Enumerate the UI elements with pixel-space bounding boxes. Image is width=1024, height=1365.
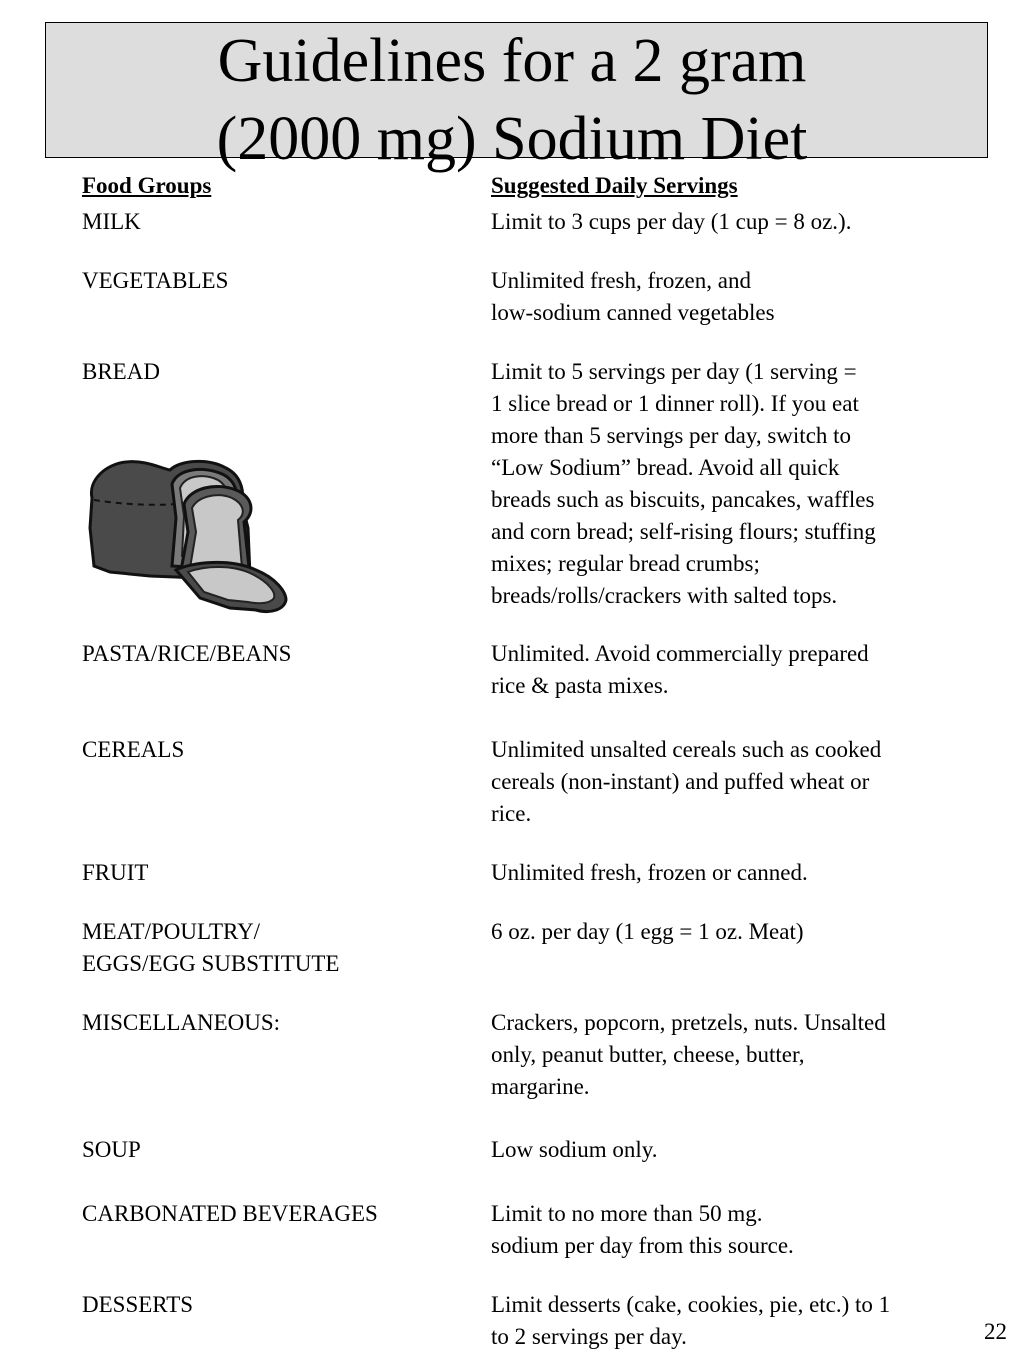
food-group: FRUIT [82,860,149,885]
serving-text: low-sodium canned vegetables [491,300,775,325]
food-group: SOUP [82,1137,141,1162]
serving-text: Limit to 3 cups per day (1 cup = 8 oz.). [491,209,852,234]
food-group: CEREALS [82,737,185,762]
serving-text: Unlimited unsalted cereals such as cooked [491,737,882,762]
serving-text: and corn bread; self-rising flours; stuffing [491,519,876,544]
serving-text: Unlimited fresh, frozen, and [491,268,751,293]
food-group: VEGETABLES [82,268,229,293]
serving-text: breads/rolls/crackers with salted tops. [491,583,838,608]
bread-loaf-icon [80,458,292,616]
serving-text: more than 5 servings per day, switch to [491,423,852,448]
title-line-2: (2000 mg) Sodium Diet [216,105,808,173]
food-group: MISCELLANEOUS: [82,1010,281,1035]
page-number: 22 [984,1319,1007,1344]
serving-text: Limit to no more than 50 mg. [491,1201,763,1226]
serving-text: breads such as biscuits, pancakes, waffles [491,487,875,512]
food-group: CARBONATED BEVERAGES [82,1201,378,1226]
serving-text: 1 slice bread or 1 dinner roll). If you eat [491,391,859,416]
serving-text: to 2 servings per day. [491,1324,687,1349]
title-line-1: Guidelines for a 2 gram [217,27,807,95]
serving-text: sodium per day from this source. [491,1233,794,1258]
serving-text: Limit desserts (cake, cookies, pie, etc.) to 1 [491,1292,891,1317]
serving-text: only, peanut butter, cheese, butter, [491,1042,805,1067]
food-group: DESSERTS [82,1292,194,1317]
serving-text: “Low Sodium” bread. Avoid all quick [491,455,840,480]
serving-text: 6 oz. per day (1 egg = 1 oz. Meat) [491,919,804,944]
serving-text: margarine. [491,1074,590,1099]
food-group: MEAT/POULTRY/ [82,919,261,944]
serving-text: cereals (non-instant) and puffed wheat or [491,769,870,794]
serving-text: Crackers, popcorn, pretzels, nuts. Unsalted [491,1010,886,1035]
serving-text: Limit to 5 servings per day (1 serving = [491,359,857,384]
food-group: EGGS/EGG SUBSTITUTE [82,951,340,976]
serving-text: Unlimited. Avoid commercially prepared [491,641,869,666]
serving-text: Unlimited fresh, frozen or canned. [491,860,808,885]
serving-text: mixes; regular bread crumbs; [491,551,760,576]
header-suggested-servings: Suggested Daily Servings [491,173,738,198]
food-group: PASTA/RICE/BEANS [82,641,292,666]
food-group: BREAD [82,359,160,384]
food-group: MILK [82,209,141,234]
serving-text: Low sodium only. [491,1137,658,1162]
serving-text: rice & pasta mixes. [491,673,669,698]
header-food-groups: Food Groups [82,173,212,198]
serving-text: rice. [491,801,532,826]
page-title [0,22,1024,178]
